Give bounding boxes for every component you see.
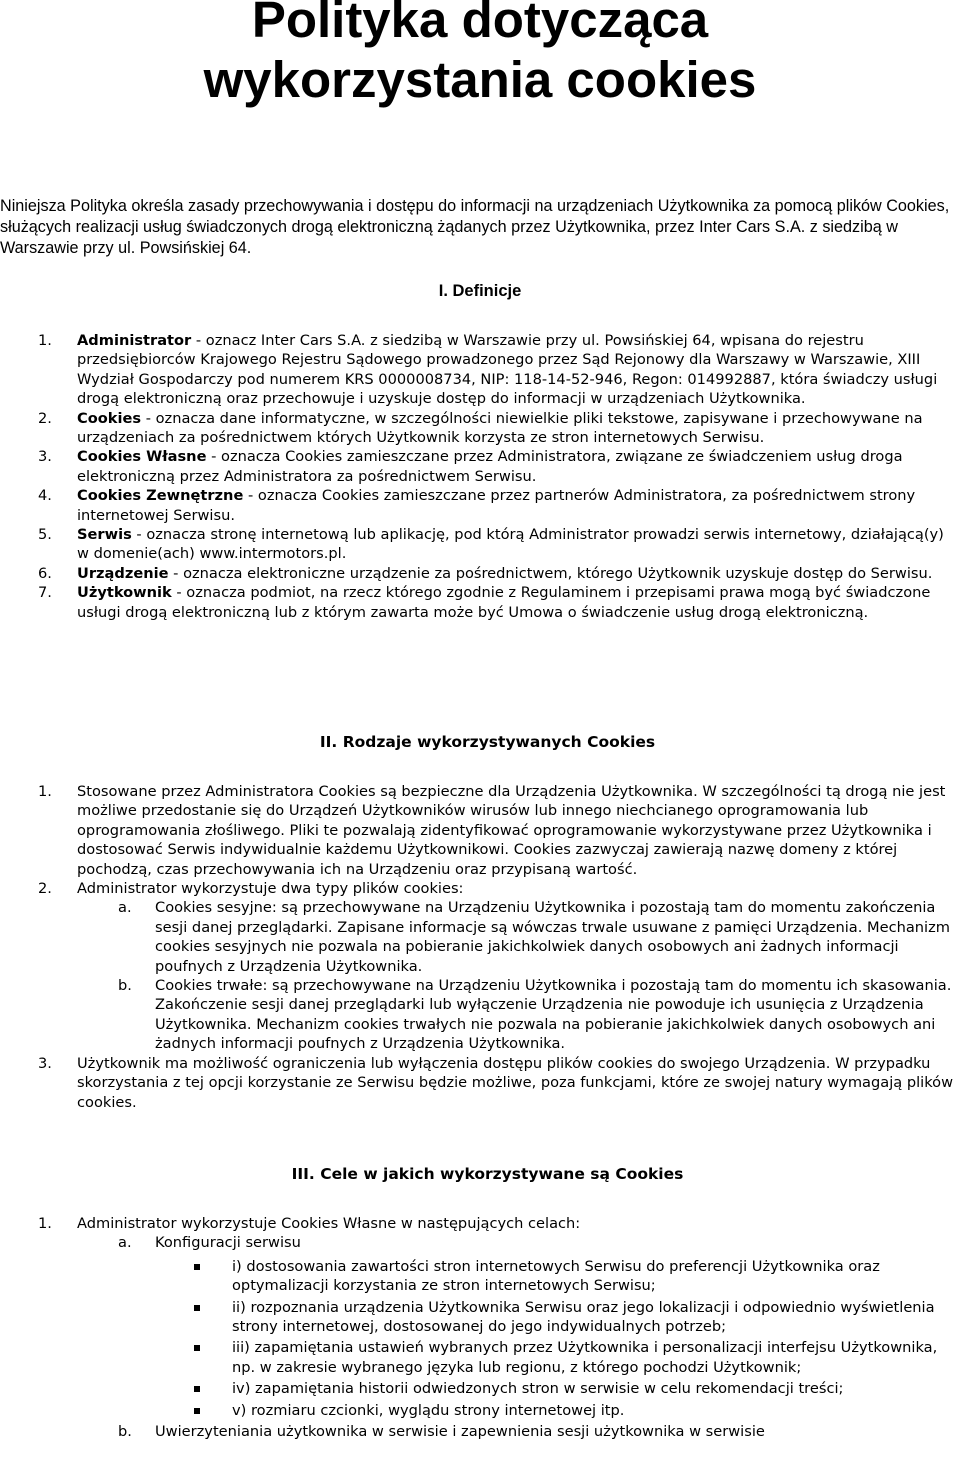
item-text: Stosowane przez Administratora Cookies są bezpieczne dla Urządzenia Użytkownika. W szczególności tą drogą nie jest możliwe przedostanie się do Urządzeń Użytkowników wirusów lub innego niechcianego oprogramowania lub oprogramowania złośliwego. Pliki te pozwalają zidentyfikować oprogramowanie wykorzystywane przez Użytkownika i dostosować Serwis indywidualnie każdemu Użytkownikowi. Cookies zazwyczaj zawierają nazwę domeny z której pochodzą, czas przechowywania ich na Urządzeniu oraz przypisaną wartość. — [77, 783, 946, 878]
section-heading-cookie-types: II. Rodzaje wykorzystywanych Cookies — [319, 733, 656, 751]
sub-list-item — [0, 976, 960, 1054]
bullet-text: iv) zapamiętania historii odwiedzonych stron w serwisie w celu rekomendacji treści; — [232, 1380, 844, 1398]
cookie-types-list — [0, 782, 960, 1112]
list-item — [0, 525, 960, 564]
sub-item-text: Cookies trwałe: są przechowywane na Urządzeniu Użytkownika i pozostają tam do momentu ich skasowania. Zakończenie sesji danej przeglądarki lub wyłączenie Urządzenia nie powoduje ich usunięcia z Urządzenia Użytkownika. Mechanizm cookies trwałych nie pozwala na pobieranie jakichkolwiek danych osobowych ani żadnych informacji poufnych z Urządzenia Użytkownika. — [155, 977, 952, 1053]
item-number: 2. — [38, 409, 52, 427]
sub-list-item — [0, 898, 960, 976]
item-number: 1. — [38, 1215, 52, 1232]
item-number: 3. — [38, 448, 52, 466]
sub-list-item — [0, 1233, 960, 1252]
definition-text: - oznacza elektroniczne urządzenie za pośrednictwem, którego Użytkownik uzyskuje dostęp do Serwisu. — [168, 564, 933, 582]
sub-list-item — [0, 1422, 960, 1441]
item-number: 5. — [38, 526, 52, 544]
bullet-text: i) dostosowania zawartości stron internetowych Serwisu do preferencji Użytkownika oraz optymalizacji korzystania ze stron internetowych Serwisu; — [232, 1257, 880, 1295]
term: Administrator — [77, 332, 192, 349]
term: Cookies — [77, 409, 142, 427]
bullet-item — [0, 1379, 960, 1398]
item-number: 1. — [38, 783, 52, 800]
list-item — [0, 879, 960, 898]
definition-text: - oznacza dane informatyczne, w szczególności niewielkie pliki tekstowe, zapisywane i przechowywane na urządzeniach za pośrednictwem których Użytkownik korzysta ze stron internetowych Serwisu. — [77, 409, 923, 447]
definitions-list — [0, 331, 960, 622]
square-bullet-icon — [194, 1305, 200, 1311]
square-bullet-icon — [194, 1264, 200, 1270]
section-heading-purposes: III. Cele w jakich wykorzystywane są Cookies — [291, 1165, 684, 1183]
list-item — [0, 1214, 960, 1233]
term: Cookies Własne — [77, 448, 207, 466]
sub-item-text: Konfiguracji serwisu — [155, 1234, 301, 1252]
list-item — [0, 486, 960, 525]
page-title-line2: wykorzystania cookies — [203, 51, 757, 108]
list-item — [0, 583, 960, 622]
sub-item-letter: b. — [118, 1423, 132, 1441]
list-item — [0, 1054, 960, 1112]
square-bullet-icon — [194, 1386, 200, 1392]
sub-item-text: Uwierzyteniania użytkownika w serwisie i zapewnienia sesji użytkownika w serwisie — [155, 1423, 765, 1441]
list-item — [0, 409, 960, 448]
page-title-line1: Polityka dotycząca — [251, 0, 709, 48]
item-text: Użytkownik ma możliwość ograniczenia lub wyłączenia dostępu plików cookies do swojego Urządzenia. W przypadku skorzystania z tej opcji korzystanie ze Serwisu będzie możliwe, poza funkcjami, które ze swojej natury wymagają plików cookies. — [77, 1054, 954, 1111]
sub-item-letter: a. — [118, 1234, 132, 1252]
list-item — [0, 331, 960, 409]
item-number: 2. — [38, 880, 52, 898]
section-heading-definitions: I. Definicje — [438, 282, 522, 300]
item-number: 1. — [38, 332, 52, 349]
list-item — [0, 564, 960, 583]
intro-paragraph: Niniejsza Polityka określa zasady przechowywania i dostępu do informacji na urządzeniach Użytkownika za pomocą plików Cookies, służących realizacji usług świadczonych drogą elektroniczną żądanych przez Użytkownika, przez Inter Cars S.A. z siedzibą w Warszawie przy ul. Powsińskiej 64. — [0, 197, 950, 257]
list-item — [0, 447, 960, 486]
item-number: 3. — [38, 1054, 52, 1072]
sub-item-text: Cookies sesyjne: są przechowywane na Urządzeniu Użytkownika i pozostają tam do momentu zakończenia sesji danej przeglądarki. Zapisane informacje są wówczas trwale usuwane z pamięci Urządzenia. Mechanizm cookies sesyjnych nie pozwala na pobieranie jakichkolwiek danych osobowych ani żadnych informacji poufnych z Urządzenia Użytkownika. — [155, 899, 950, 975]
item-number: 6. — [38, 564, 52, 582]
purposes-list — [0, 1214, 960, 1441]
bullet-text: v) rozmiaru czcionki, wyglądu strony internetowej itp. — [232, 1401, 625, 1419]
term: Serwis — [77, 526, 132, 544]
bullet-item — [0, 1401, 960, 1420]
page-title — [0, 0, 960, 110]
item-text: Administrator wykorzystuje dwa typy plików cookies: — [77, 880, 464, 898]
definition-text: - oznacza Cookies zamieszczane przez Administratora, związane ze świadczeniem usług droga elektroniczną przez Administratora za pośrednictwem Serwisu. — [77, 448, 903, 485]
item-number: 4. — [38, 487, 52, 505]
square-bullet-icon — [194, 1345, 200, 1351]
list-item — [0, 782, 960, 879]
square-bullet-icon — [194, 1408, 200, 1414]
bullet-text: ii) rozpoznania urządzenia Użytkownika Serwisu oraz jego lokalizacji i odpowiednio wyświetlenia strony internetowej, dostosowanej do jego indywidualnych potrzeb; — [232, 1298, 935, 1336]
term: Użytkownik — [77, 584, 172, 602]
definition-text: - oznacza podmiot, na rzecz którego zgodnie z Regulaminem i przepisami prawa mogą być świadczone usługi drogą elektroniczną lub z którym zawarta może być Umowa o świadczenie usług drogą elektroniczną. — [77, 584, 931, 621]
bullet-item — [0, 1257, 960, 1296]
bullet-item — [0, 1298, 960, 1337]
term: Cookies Zewnętrzne — [77, 487, 244, 505]
sub-item-letter: b. — [118, 977, 132, 995]
definition-text: - oznacza Cookies zamieszczane przez partnerów Administratora, za pośrednictwem strony internetowej Serwisu. — [77, 487, 916, 524]
term: Urządzenie — [77, 564, 169, 582]
bullet-item — [0, 1338, 960, 1377]
item-number: 7. — [38, 584, 52, 602]
item-text: Administrator wykorzystuje Cookies Własne w następujących celach: — [77, 1215, 581, 1232]
sub-item-letter: a. — [118, 899, 132, 917]
definition-text: - oznacza stronę internetową lub aplikację, pod którą Administrator prowadzi serwis internetowy, działającą(y) w domenie(ach) www.intermotors.pl. — [77, 526, 944, 563]
bullet-text: iii) zapamiętania ustawień wybranych przez Użytkownika i personalizacji interfejsu Użytkownika, np. w zakresie wybranego języka lub regionu, z którego pochodzi Użytkownik; — [232, 1339, 938, 1376]
definition-text: - oznacz Inter Cars S.A. z siedzibą w Warszawie przy ul. Powsińskiej 64, wpisana do rejestru przedsiębiorców Krajowego Rejestru Sądowego prowadzonego przez Sąd Rejonowy dla Warszawy w Warszawie, XIII Wydział Gospodarczy pod numerem KRS 0000008734, NIP: 118-14-52-946, Regon: 014992887, która świadczy usługi drogą elektroniczną oraz przechowuje i uzyskuje dostęp do informacji w urządzeniach Użytkownika. — [77, 332, 938, 408]
